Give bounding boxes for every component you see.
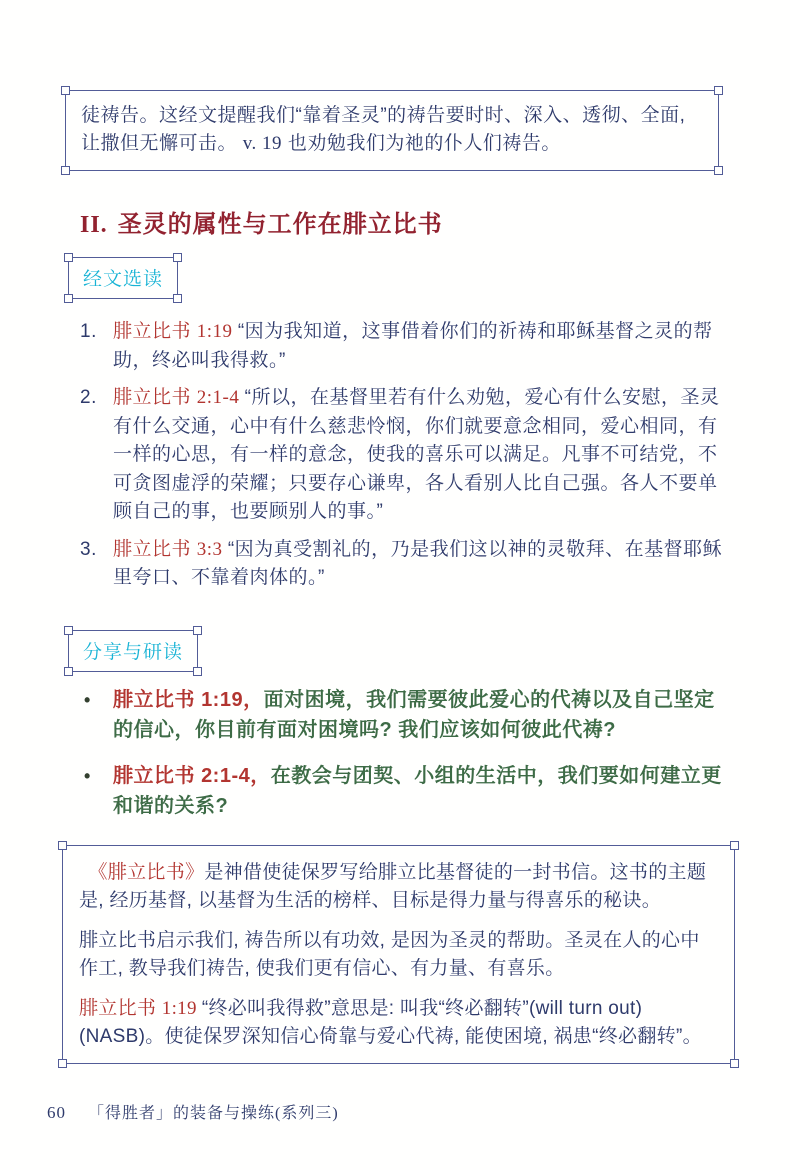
frame-corner-icon bbox=[714, 86, 723, 95]
frame-corner-icon bbox=[64, 667, 73, 676]
frame-corner-icon bbox=[64, 626, 73, 635]
scripture-text bbox=[113, 318, 724, 375]
discussion-book: 腓立比书 bbox=[113, 765, 202, 787]
label-text: 分享与研读 bbox=[83, 642, 184, 663]
scripture-book: 腓立比书 bbox=[113, 387, 197, 408]
note-ref-verse: 1:19 bbox=[161, 998, 202, 1019]
frame-corner-icon bbox=[173, 253, 182, 262]
frame-corner-icon bbox=[193, 626, 202, 635]
discussion-list bbox=[84, 685, 726, 837]
item-number: 3. bbox=[80, 538, 97, 560]
label-share-study bbox=[68, 630, 198, 672]
discussion-item bbox=[84, 761, 726, 821]
footer-book-title: 「得胜者」的装备与操练(系列三) bbox=[88, 1105, 339, 1122]
frame-corner-icon bbox=[730, 841, 739, 850]
frame-corner-icon bbox=[730, 1059, 739, 1068]
scripture-item bbox=[80, 384, 724, 527]
discussion-verse: 1:19， bbox=[201, 689, 264, 711]
bottom-note-box bbox=[62, 845, 735, 1064]
frame-corner-icon bbox=[61, 166, 70, 175]
frame-corner-icon bbox=[714, 166, 723, 175]
discussion-item bbox=[84, 685, 726, 745]
scripture-quote: “所以，在基督里若有什么劝勉，爱心有什么安慰，圣灵有什么交通，心中有什么慈悲怜悯，你们就要意念相同，爱心相同，有一样的心思，有一样的意念，使我的喜乐可以满足。凡事不可结党，不可贪图虚浮的荣耀；只要存心谦卑，各人看别人比自己强。各人不要单顾自己的事，也要顾别人的事。” bbox=[113, 387, 720, 522]
frame-corner-icon bbox=[58, 841, 67, 850]
item-number: 1. bbox=[80, 321, 97, 342]
top-note-verse-ref: v. 19 bbox=[242, 133, 283, 154]
scripture-quote: “因为我知道，这事借着你们的祈祷和耶稣基督之灵的帮助，终必叫我得救。” bbox=[113, 321, 713, 371]
top-note-text: 也劝勉我们为祂的仆人们祷告。 bbox=[282, 133, 561, 154]
frame-corner-icon bbox=[193, 667, 202, 676]
frame-corner-icon bbox=[64, 294, 73, 303]
scripture-item bbox=[80, 318, 724, 375]
label-scripture-reading bbox=[68, 257, 178, 299]
section-heading bbox=[80, 204, 443, 239]
discussion-text bbox=[113, 685, 726, 745]
note-paragraph: 腓立比书启示我们, 祷告所以有功效, 是因为圣灵的帮助。圣灵在人的心中作工, 教导我们祷告, 使我们更有信心、有力量、有喜乐。 bbox=[79, 930, 700, 979]
scripture-book: 腓立比书 bbox=[113, 321, 197, 342]
scripture-quote: “因为真受割礼的，乃是我们这以神的灵敬拜、在基督耶稣里夸口、不靠着肉体的。” bbox=[113, 538, 723, 588]
frame-corner-icon bbox=[58, 1059, 67, 1068]
note-text: 是神借使徒保罗写给腓立比基督徒的一封书信。这书的主题是, 经历基督, 以基督为生活的榜样、目标是得力量与得喜乐的秘诀。 bbox=[79, 862, 707, 911]
label-text: 经文选读 bbox=[83, 269, 164, 290]
scripture-list bbox=[80, 318, 724, 602]
frame-corner-icon bbox=[173, 294, 182, 303]
note-ref-book: 腓立比书 bbox=[79, 998, 162, 1019]
bullet-icon: • bbox=[84, 690, 91, 710]
scripture-verse: 1:19 bbox=[196, 321, 238, 342]
scripture-text bbox=[113, 384, 724, 527]
scripture-item bbox=[80, 536, 724, 593]
frame-corner-icon bbox=[64, 253, 73, 262]
frame-corner-icon bbox=[61, 86, 70, 95]
discussion-text bbox=[113, 761, 726, 821]
note-text: “终必叫我得救”意思是: 叫我“终必翻转”(will turn out) (NASB)。使徒保罗深知信心倚靠与爱心代祷, 能使困境, 祸患“终必翻转”。 bbox=[79, 998, 702, 1047]
scripture-book: 腓立比书 bbox=[113, 538, 197, 560]
section-numeral: II. bbox=[80, 212, 108, 238]
discussion-verse: 2:1-4， bbox=[201, 765, 271, 787]
top-note-box bbox=[65, 90, 719, 171]
scripture-text bbox=[113, 536, 724, 593]
scripture-verse: 2:1-4 bbox=[196, 387, 245, 408]
scripture-verse: 3:3 bbox=[196, 538, 228, 560]
discussion-question: 面对困境，我们需要彼此爱心的代祷以及自己坚定的信心，你目前有面对困境吗? 我们应该如何彼此代祷? bbox=[113, 689, 715, 741]
discussion-question: 在教会与团契、小组的生活中，我们要如何建立更和谐的关系? bbox=[113, 765, 722, 817]
note-paragraph bbox=[79, 995, 718, 1051]
top-note-text: 徒祷告。这经文提醒我们“靠着圣灵”的祷告要时时、深入、透彻、全面, 让撒但无懈可击。 bbox=[81, 105, 686, 154]
section-title: 圣灵的属性与工作在腓立比书 bbox=[117, 211, 443, 238]
item-number: 2. bbox=[80, 387, 97, 408]
page-number: 60 bbox=[47, 1103, 66, 1122]
discussion-book: 腓立比书 bbox=[113, 689, 202, 711]
page-footer bbox=[47, 1100, 339, 1123]
note-book-title: 《腓立比书》 bbox=[88, 862, 205, 883]
bullet-icon: • bbox=[84, 766, 91, 786]
note-paragraph bbox=[79, 859, 718, 915]
